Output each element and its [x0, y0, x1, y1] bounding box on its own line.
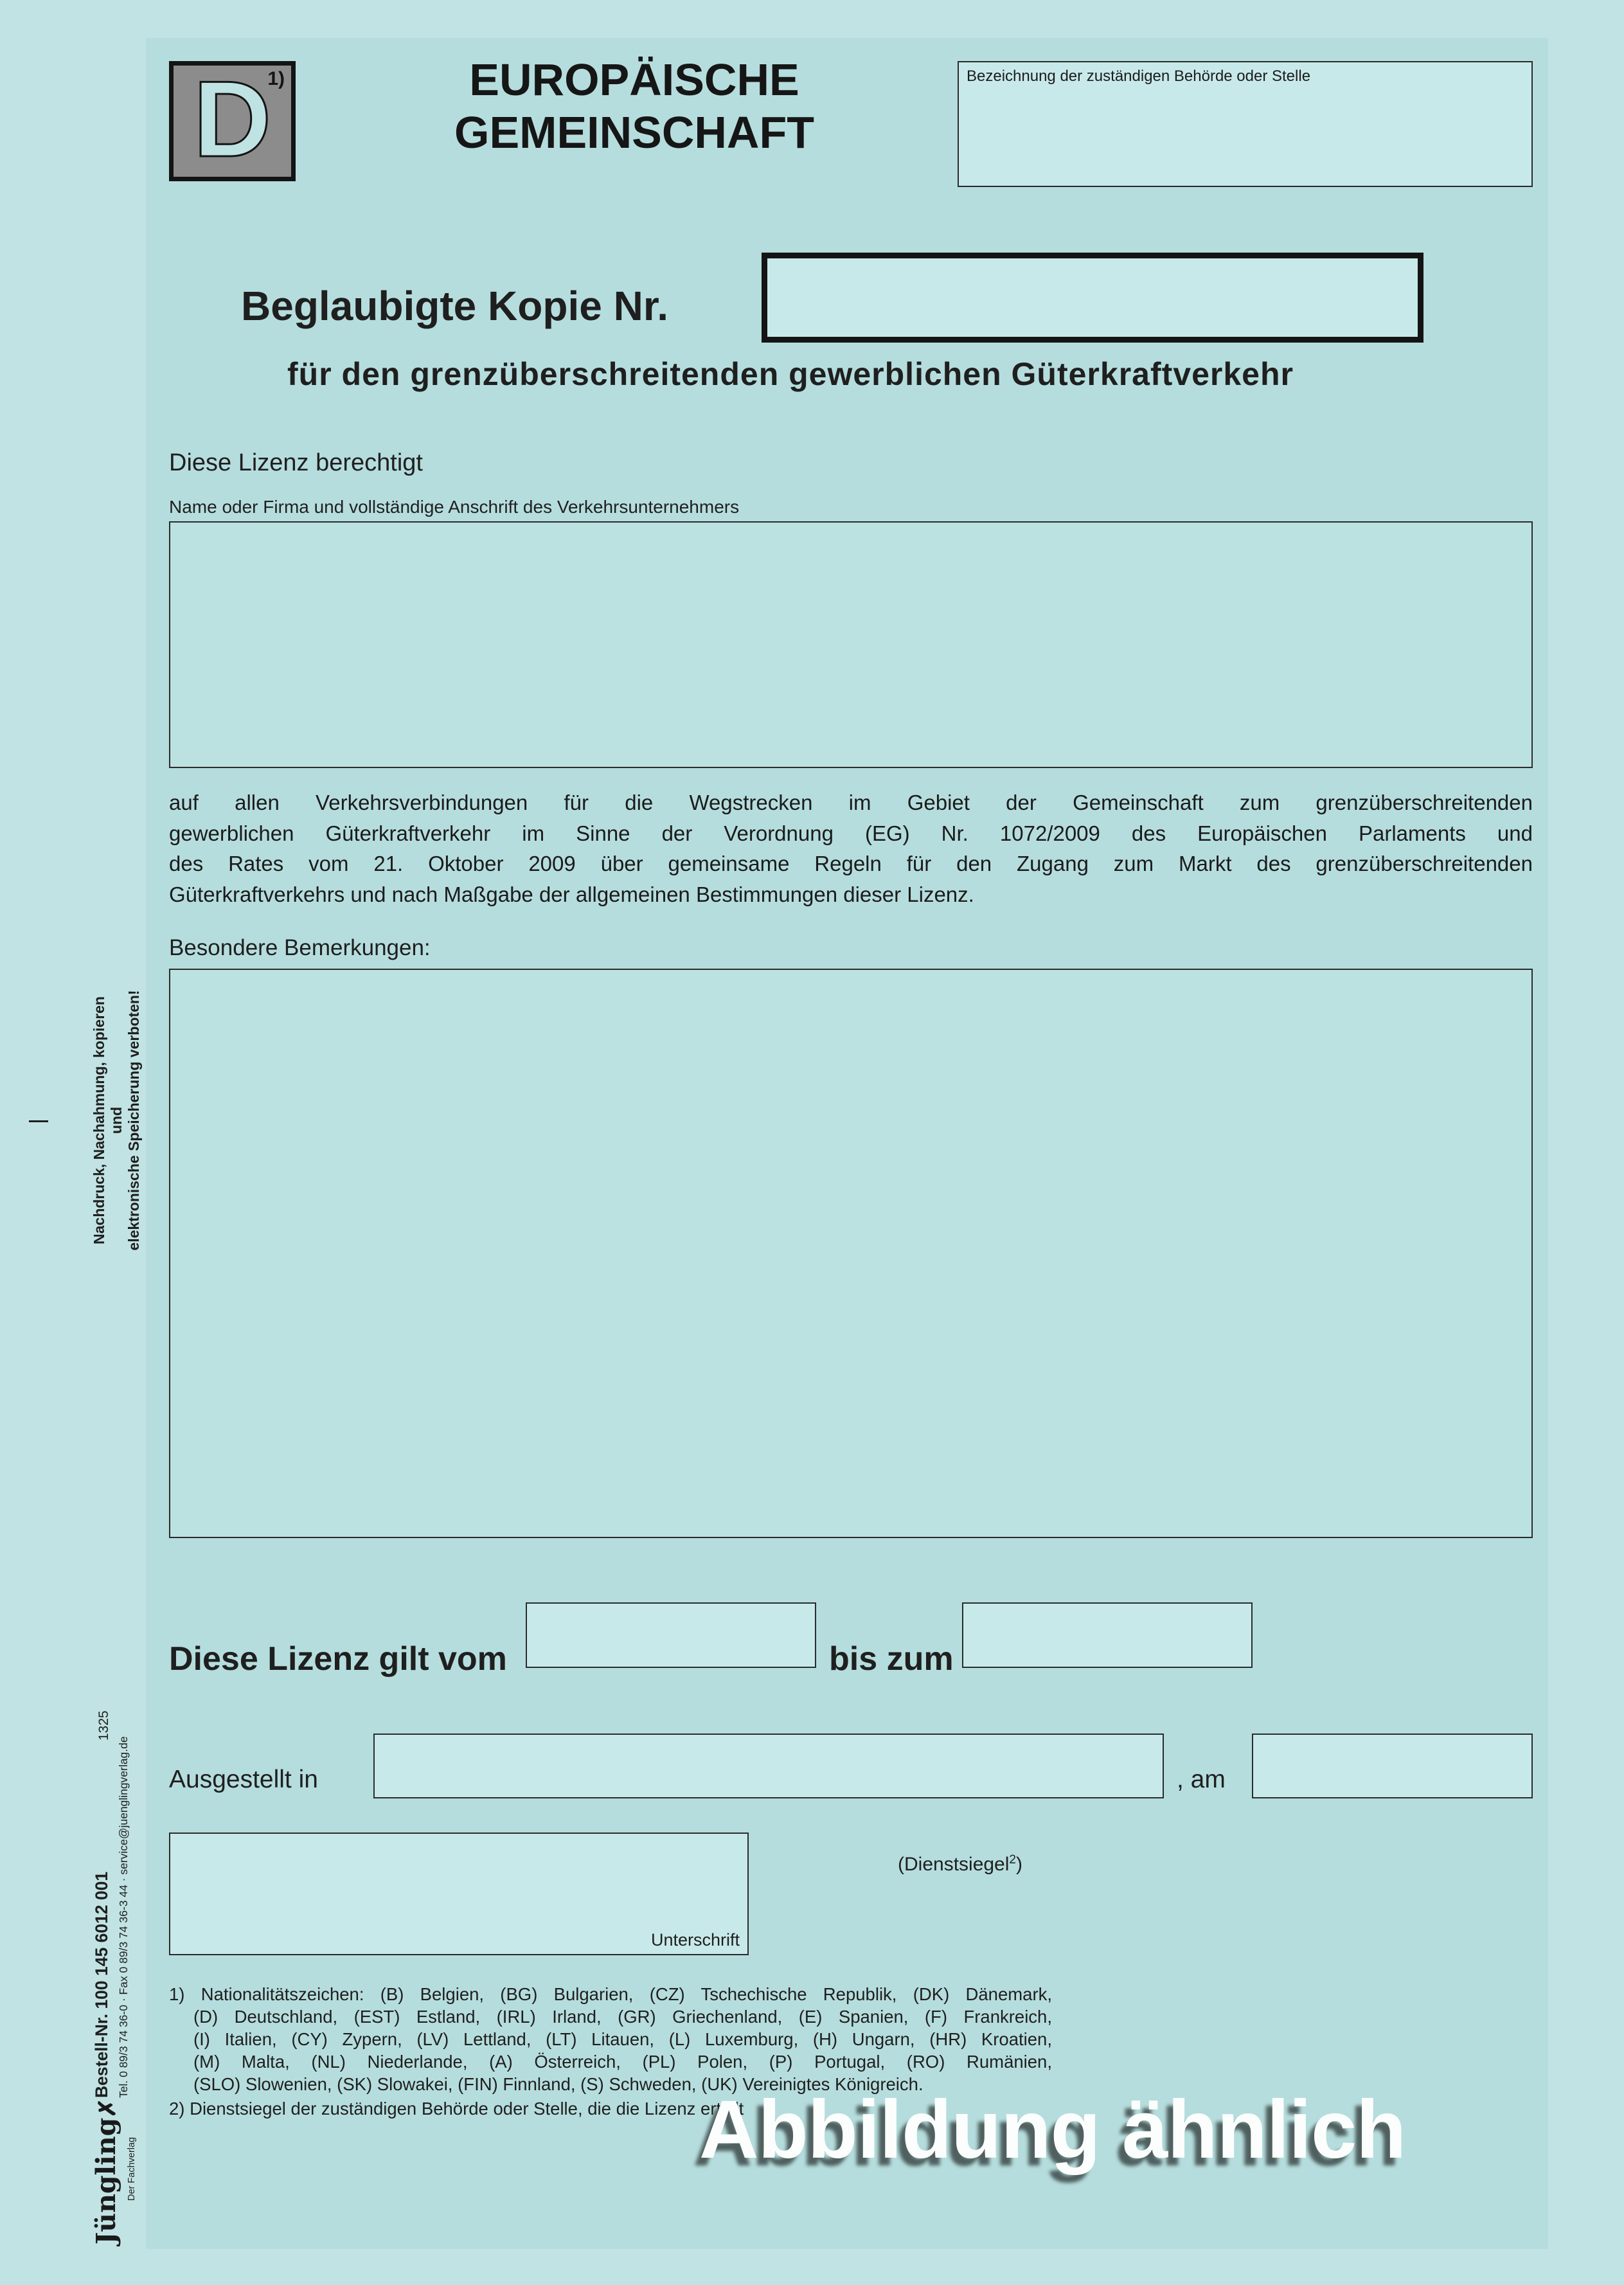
- remarks-label: Besondere Bemerkungen:: [169, 935, 431, 960]
- operator-field-label: Name oder Firma und vollständige Anschrift des Verkehrsunternehmers: [169, 497, 740, 517]
- copy-subtitle: für den grenzüberschreitenden gewerblichen Güterkraftverkehr: [287, 356, 1294, 392]
- copy-warning-line: Nachdruck, Nachahmung, kopieren und: [91, 996, 125, 1244]
- license-form-page: [146, 38, 1548, 2249]
- validity-from-label: Diese Lizenz gilt vom: [169, 1640, 507, 1678]
- issue-date-label: , am: [1177, 1766, 1226, 1793]
- remarks-field[interactable]: [169, 969, 1533, 1538]
- footnote-2: 2) Dienstsiegel der zuständigen Behörde oder Stelle, die die Lizenz erteilt: [169, 2099, 744, 2119]
- publisher-logo: [91, 2099, 121, 2245]
- copy-warning-text: [91, 984, 143, 1257]
- footnote-line: (M) Malta, (NL) Niederlande, (A) Österreich, (PL) Polen, (P) Portugal, (RO) Rumänien,: [193, 2052, 1052, 2072]
- publisher-tagline: Der Fachverlag: [127, 2137, 137, 2201]
- contact-info: Tel. 0 89/3 74 36-0 · Fax 0 89/3 74 36-3 44 · service@juenglingverlag.de: [117, 1736, 130, 2098]
- title-line-1: EUROPÄISCHE: [469, 55, 799, 105]
- publisher-bird-icon: ✗: [94, 2099, 121, 2118]
- page-title: [416, 53, 853, 159]
- footnote-line: (SLO) Slowenien, (SK) Slowakei, (FIN) Finnland, (S) Schweden, (UK) Vereinigtes Königreich.: [193, 2074, 924, 2094]
- issue-place-label: Ausgestellt in: [169, 1766, 318, 1793]
- license-intro: Diese Lizenz berechtigt: [169, 449, 423, 476]
- watermark: Abbildung ähnlich: [699, 2084, 1406, 2176]
- validity-from-field[interactable]: [526, 1602, 816, 1668]
- paragraph-line: gewerblichen Güterkraftverkehr im Sinne der Verordnung (EG) Nr. 1072/2009 des Europäischen Parlaments und: [169, 821, 1533, 845]
- country-footnote-ref: 1): [267, 68, 285, 89]
- order-number: Bestell-Nr. 100 145 6012 001: [92, 1871, 111, 2098]
- authority-field[interactable]: [958, 61, 1533, 187]
- seal-footnote-ref: 2: [1009, 1853, 1016, 1867]
- fold-mark: [29, 1120, 48, 1122]
- title-line-2: GEMEINSCHAFT: [454, 107, 814, 157]
- paragraph-line: des Rates vom 21. Oktober 2009 über gemeinsame Regeln für den Zugang zum Markt des grenzüberschreitenden: [169, 852, 1533, 875]
- validity-to-field[interactable]: [962, 1602, 1253, 1668]
- operator-field[interactable]: [169, 521, 1533, 768]
- signature-field[interactable]: [169, 1832, 749, 1955]
- copy-heading: Beglaubigte Kopie Nr.: [241, 283, 668, 329]
- footnote-line: 1) Nationalitätszeichen: (B) Belgien, (BG) Bulgarien, (CZ) Tschechische Republik, (DK) Dänemark,: [169, 1984, 1052, 2004]
- issue-place-field[interactable]: [373, 1734, 1164, 1798]
- seal-label-text: (Dienstsiegel: [898, 1854, 1010, 1875]
- country-letter: D: [193, 58, 272, 179]
- publisher-wordmark: Jüngling: [91, 2117, 121, 2245]
- seal-label: [898, 1853, 1022, 1876]
- validity-to-label: bis zum: [829, 1640, 954, 1678]
- issue-date-field[interactable]: [1252, 1734, 1533, 1798]
- seal-label-close: ): [1016, 1854, 1022, 1875]
- copy-number-field[interactable]: [762, 253, 1423, 343]
- signature-label: Unterschrift: [650, 1930, 740, 1949]
- footnote-1: [169, 1983, 1052, 2095]
- paragraph-line: Güterkraftverkehrs und nach Maßgabe der allgemeinen Bestimmungen dieser Lizenz.: [169, 882, 974, 906]
- paragraph-line: auf allen Verkehrsverbindungen für die Wegstrecken im Gebiet der Gemeinschaft zum grenzüberschreitenden: [169, 791, 1533, 814]
- form-code: 1325: [96, 1710, 111, 1741]
- copy-warning-line: elektronische Speicherung verboten!: [125, 990, 142, 1251]
- authority-field-label: Bezeichnung der zuständigen Behörde oder Stelle: [967, 67, 1311, 85]
- footnote-line: (D) Deutschland, (EST) Estland, (IRL) Irland, (GR) Griechenland, (E) Spanien, (F) Frankreich,: [193, 2007, 1052, 2027]
- country-badge: [169, 58, 296, 181]
- license-paragraph: [169, 787, 1533, 910]
- footnote-line: (I) Italien, (CY) Zypern, (LV) Lettland, (LT) Litauen, (L) Luxemburg, (H) Ungarn, (HR) Kroatien,: [193, 2029, 1052, 2049]
